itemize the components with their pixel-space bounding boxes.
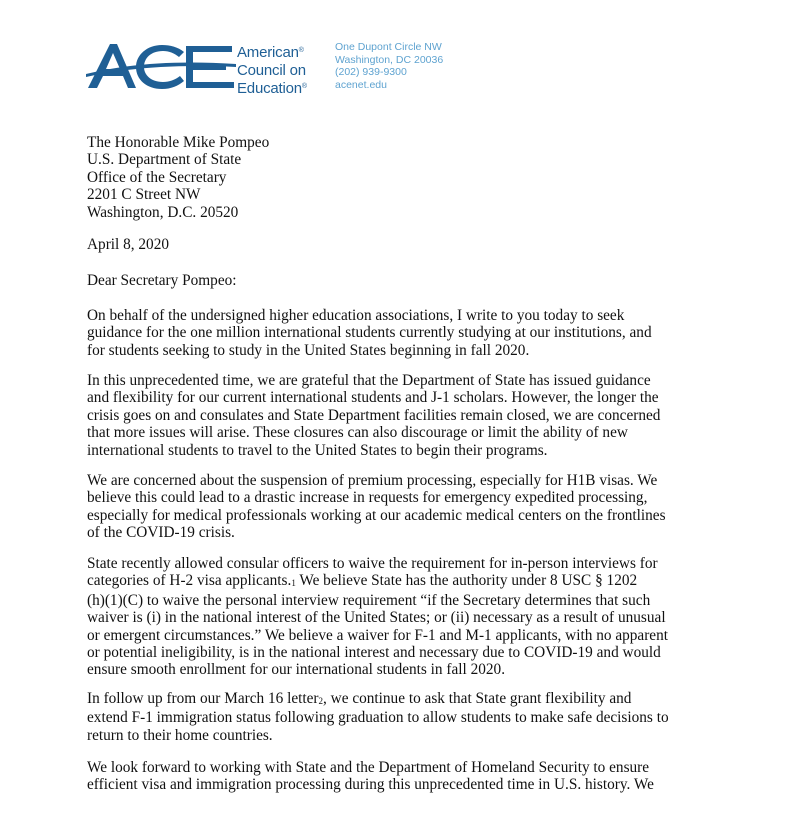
paragraph-line: for students seeking to study in the United States beginning in fall 2020. <box>87 341 530 359</box>
paragraph-line: We are concerned about the suspension of premium processing, especially for H1B visas. We <box>87 472 658 489</box>
body-paragraph-6 <box>87 759 727 794</box>
footnote-ref-1[interactable]: 1 <box>291 578 296 589</box>
paragraph-line: On behalf of the undersigned higher education associations, I write to you today to seek <box>87 307 625 324</box>
paragraph-line: that more issues will arise. These closures can also discourage or limit the ability of new <box>87 424 628 442</box>
address-line-city: Washington, DC 20036 <box>335 53 444 66</box>
paragraph-line: and flexibility for our current international students and J-1 scholars. However, the longer the <box>87 389 659 407</box>
paragraph-line: international students to travel to the United States to begin their programs. <box>87 441 548 459</box>
recipient-line: Washington, D.C. 20520 <box>87 203 239 221</box>
recipient-line: The Honorable Mike Pompeo <box>87 134 270 151</box>
paragraph-text: categories of H-2 visa applicants. <box>87 572 292 590</box>
paragraph-line: efficient visa and immigration processing during this unprecedented time in U.S. history. We <box>87 776 654 794</box>
paragraph-line: (h)(1)(C) to waive the personal interview requirement “if the Secretary determines that such <box>87 591 651 609</box>
body-paragraph-3 <box>87 472 727 542</box>
org-name-line-3: Education® <box>237 80 307 97</box>
paragraph-text: , we continue to ask that State grant flexibility and <box>323 690 632 707</box>
paragraph-line: believe this could lead to a drastic increase in requests for emergency expedited processing, <box>87 489 648 507</box>
paragraph-line: State recently allowed consular officers to waive the requirement for in-person interviews for <box>87 555 658 572</box>
letterhead <box>86 38 506 98</box>
ace-logo <box>86 38 236 96</box>
recipient-line: U.S. Department of State <box>87 151 242 169</box>
recipient-line: 2201 C Street NW <box>87 186 201 204</box>
body-paragraph-2 <box>87 372 727 459</box>
paragraph-line: or emergent circumstances.” We believe a waiver for F-1 and M-1 applicants, with no apparent <box>87 626 668 644</box>
address-line-phone: (202) 939-9300 <box>335 66 407 79</box>
org-name-line-1: American® <box>237 44 304 61</box>
org-name <box>237 44 307 98</box>
paragraph-line: ensure smooth enrollment for our international students in fall 2020. <box>87 661 506 679</box>
recipient-line: Office of the Secretary <box>87 168 227 186</box>
salutation: Dear Secretary Pompeo: <box>87 272 237 289</box>
paragraph-text: In follow up from our March 16 letter <box>87 690 319 707</box>
address-line-street: One Dupont Circle NW <box>335 41 442 53</box>
org-name-line-2: Council on <box>237 62 306 79</box>
paragraph-line: guidance for the one million international students currently studying at our institutions, and <box>87 324 652 342</box>
body-paragraph-4 <box>87 555 727 679</box>
paragraph-line: especially for medical professionals working at our academic medical centers on the frontlines <box>87 506 666 524</box>
org-address <box>335 41 443 91</box>
paragraph-line: We look forward to working with State and the Department of Homeland Security to ensure <box>87 759 650 776</box>
letter-date: April 8, 2020 <box>87 236 170 253</box>
paragraph-line: extend F-1 immigration status following graduation to allow students to make safe decisions to <box>87 709 669 727</box>
paragraph-text: We believe State has the authority under 8 USC § 1202 <box>295 572 638 590</box>
registered-mark: ® <box>298 47 304 54</box>
address-line-website: acenet.edu <box>335 78 387 91</box>
body-paragraph-1 <box>87 307 727 359</box>
paragraph-line: or potential ineligibility, is in the national interest and necessary due to COVID-19 and would <box>87 644 661 662</box>
paragraph-line <box>87 690 727 709</box>
paragraph-line: of the COVID-19 crisis. <box>87 524 235 542</box>
paragraph-line: return to their home countries. <box>87 726 273 744</box>
paragraph-line: waiver is (i) in the national interest of the United States; or (ii) necessary as a result of unusual <box>87 609 666 627</box>
paragraph-line: crisis goes on and consulates and State Department facilities remain closed, we are concerned <box>87 406 661 424</box>
paragraph-line: In this unprecedented time, we are grateful that the Department of State has issued guidance <box>87 372 651 389</box>
body-paragraph-5 <box>87 690 727 744</box>
paragraph-line <box>87 572 727 591</box>
recipient-address <box>87 134 269 221</box>
registered-mark-2: ® <box>301 83 307 90</box>
footnote-ref-2[interactable]: 2 <box>318 696 324 706</box>
